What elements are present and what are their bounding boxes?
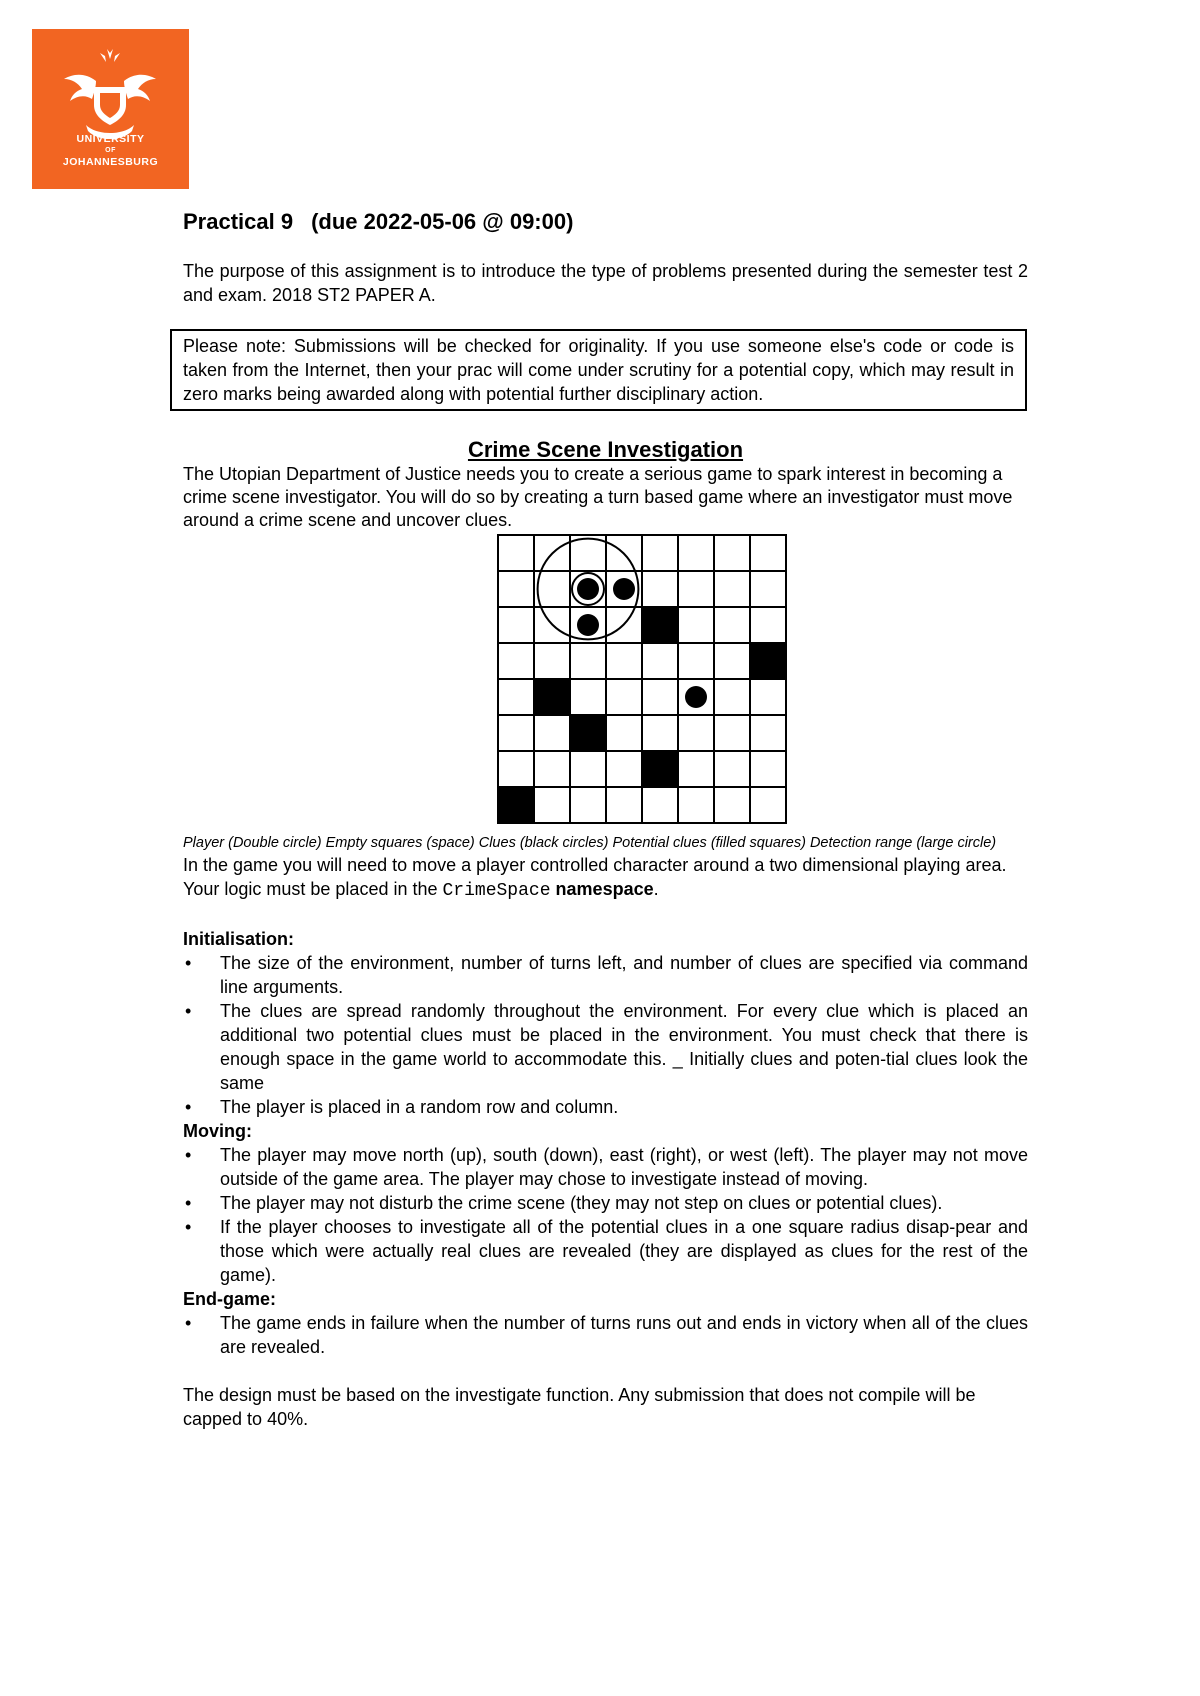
due-date: (due 2022-05-06 @ 09:00) [311, 209, 574, 234]
empty-cell [606, 679, 642, 715]
empty-cell [714, 643, 750, 679]
purpose-paragraph: The purpose of this assignment is to introduce the type of problems presented during the semester test 2 and exam. 2018 ST2 PAPER A. [183, 261, 1028, 305]
empty-cell [714, 535, 750, 571]
namespace-code: CrimeSpace [442, 881, 551, 901]
empty-cell [678, 643, 714, 679]
empty-cell [534, 643, 570, 679]
logo-text-university: UNIVERSITY [76, 133, 145, 145]
empty-cell [606, 787, 642, 823]
list-item: • The clues are spread randomly throughout the environment. For every clue which is placed an additional two potential clues must be placed in the environment. You must check that there is enough space in the game world to accommodate this. _ Initially clues and poten-tial clues look the same [183, 999, 1028, 1095]
list-item: • If the player chooses to investigate all of the potential clues in a one square radius disap-pear and those which were actually real clues are revealed (they are displayed as clues for the rest of the game). [183, 1215, 1028, 1287]
empty-cell [498, 607, 534, 643]
empty-cell [534, 787, 570, 823]
play-area-end: . [653, 879, 659, 899]
empty-cell [750, 607, 786, 643]
initialisation-list [183, 951, 1028, 1119]
empty-cell [678, 535, 714, 571]
potential-clue-cell [570, 715, 606, 751]
empty-cell [498, 535, 534, 571]
empty-cell [498, 571, 534, 607]
document-body [183, 205, 1028, 1431]
empty-cell [678, 607, 714, 643]
potential-clue-cell [750, 643, 786, 679]
university-logo [32, 29, 189, 189]
game-grid [497, 534, 787, 824]
list-item: • The game ends in failure when the number of turns runs out and ends in victory when all of the clues are revealed. [183, 1311, 1028, 1359]
intro-paragraph: The Utopian Department of Justice needs you to create a serious game to spark interest in becoming a crime scene investigator. You will do so by creating a turn based game where an investigator must move around a crime scene and uncover clues. [183, 464, 1013, 530]
clue-marker [577, 614, 599, 636]
empty-cell [642, 787, 678, 823]
list-item: • The player may not disturb the crime scene (they may not step on clues or potential clues). [183, 1191, 1028, 1215]
empty-cell [534, 715, 570, 751]
potential-clue-cell [642, 607, 678, 643]
empty-cell [570, 751, 606, 787]
empty-cell [642, 679, 678, 715]
empty-cell [570, 787, 606, 823]
empty-cell [678, 715, 714, 751]
potential-clue-cell [498, 787, 534, 823]
endgame-list [183, 1311, 1028, 1359]
game-grid-figure [497, 534, 787, 824]
list-item: • The size of the environment, number of turns left, and number of clues are specified via command line arguments. [183, 951, 1028, 999]
moving-heading: Moving: [183, 1121, 252, 1141]
final-paragraph: The design must be based on the investigate function. Any submission that does not compile will be capped to 40%. [183, 1385, 976, 1429]
empty-cell [570, 643, 606, 679]
potential-clue-cell [534, 679, 570, 715]
empty-cell [498, 751, 534, 787]
practical-number: Practical 9 [183, 209, 294, 234]
empty-cell [714, 787, 750, 823]
initialisation-heading: Initialisation: [183, 929, 295, 949]
moving-list [183, 1143, 1028, 1287]
empty-cell [750, 571, 786, 607]
empty-cell [498, 715, 534, 751]
empty-cell [714, 679, 750, 715]
empty-cell [606, 643, 642, 679]
empty-cell [642, 535, 678, 571]
empty-cell [498, 679, 534, 715]
empty-cell [534, 751, 570, 787]
empty-cell [714, 715, 750, 751]
empty-cell [714, 571, 750, 607]
clue-marker [577, 578, 599, 600]
figure-caption: Player (Double circle) Empty squares (space) Clues (black circles) Potential clues (filled squares) Detection range (large circle) [183, 835, 997, 851]
empty-cell [570, 679, 606, 715]
logo-text-johannesburg: JOHANNESBURG [62, 156, 159, 168]
empty-cell [750, 787, 786, 823]
empty-cell [642, 571, 678, 607]
empty-cell [750, 715, 786, 751]
clue-marker [613, 578, 635, 600]
empty-cell [714, 607, 750, 643]
empty-cell [606, 751, 642, 787]
empty-cell [750, 679, 786, 715]
list-item: • The player is placed in a random row and column. [183, 1095, 1028, 1119]
empty-cell [678, 787, 714, 823]
namespace-label: namespace [555, 879, 654, 899]
potential-clue-cell [642, 751, 678, 787]
empty-cell [678, 751, 714, 787]
logo-text-of: OF [105, 147, 116, 154]
empty-cell [714, 751, 750, 787]
originality-notice-box: Please note: Submissions will be checked for originality. If you use someone else's code or code is taken from the Internet, then your prac will come under scrutiny for a potential copy, which may result in zero marks being awarded along with potential further disciplinary action. [170, 329, 1027, 411]
empty-cell [498, 643, 534, 679]
empty-cell [678, 571, 714, 607]
section-title: Crime Scene Investigation [467, 437, 744, 462]
clue-marker [685, 686, 707, 708]
empty-cell [642, 643, 678, 679]
empty-cell [750, 535, 786, 571]
play-area-paragraph [183, 853, 1028, 903]
list-item: • The player may move north (up), south (down), east (right), or west (left). The player may not move outside of the game area. The player may chose to investigate instead of moving. [183, 1143, 1028, 1191]
page-title [183, 205, 1028, 239]
empty-cell [750, 751, 786, 787]
play-area-text: In the game you will need to move a player controlled character around a two dimensional playing area. Your logic must be placed in the [183, 855, 1007, 899]
empty-cell [606, 715, 642, 751]
empty-cell [642, 715, 678, 751]
endgame-heading: End-game: [183, 1289, 277, 1309]
